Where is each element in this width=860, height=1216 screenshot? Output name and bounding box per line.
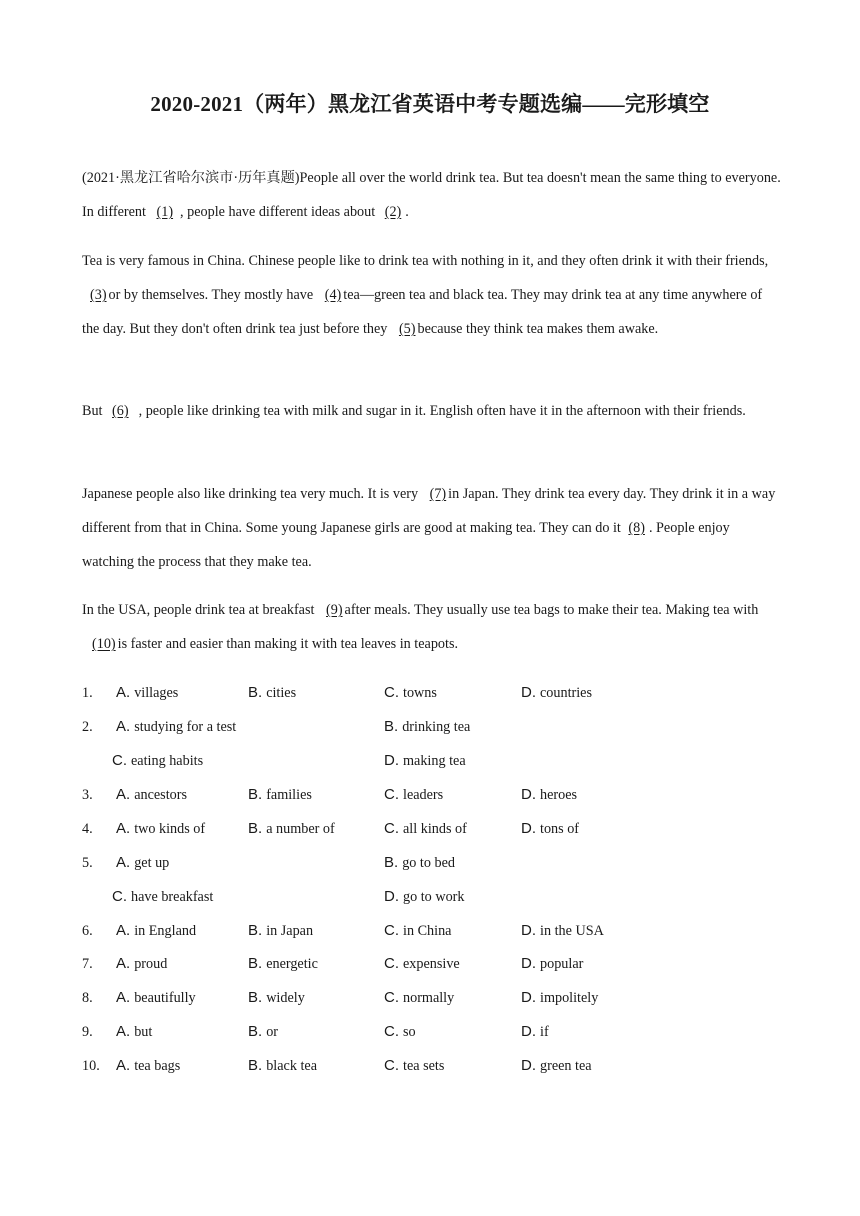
passage-paragraph-1 bbox=[82, 161, 782, 229]
blank-5: (5) bbox=[398, 321, 416, 337]
question-number: 2. bbox=[82, 719, 93, 735]
option-b[interactable]: B. a number of bbox=[248, 820, 335, 837]
question-row-3 bbox=[82, 778, 782, 812]
option-c[interactable]: C. in China bbox=[384, 922, 452, 939]
option-d[interactable]: D. green tea bbox=[521, 1057, 592, 1074]
option-d[interactable]: D. go to work bbox=[384, 888, 465, 905]
question-number: 6. bbox=[82, 923, 93, 939]
question-number: 9. bbox=[82, 1024, 93, 1040]
option-d[interactable]: D. popular bbox=[521, 955, 584, 972]
question-number: 3. bbox=[82, 787, 93, 803]
passage-text: Japanese people also like drinking tea very much. It is very bbox=[82, 486, 422, 502]
option-c[interactable]: C. leaders bbox=[384, 786, 444, 803]
question-row-2-cont bbox=[82, 744, 782, 778]
option-c[interactable]: C. have breakfast bbox=[112, 888, 214, 905]
passage-paragraph-2 bbox=[82, 244, 782, 346]
question-row-10 bbox=[82, 1049, 782, 1083]
blank-10: (10) bbox=[92, 636, 116, 652]
option-c[interactable]: C. towns bbox=[384, 684, 437, 701]
option-a[interactable]: A. ancestors bbox=[116, 786, 187, 803]
passage-paragraph-3 bbox=[82, 394, 782, 428]
option-c[interactable]: C. eating habits bbox=[112, 752, 204, 769]
blank-4: (4) bbox=[324, 287, 342, 303]
blank-2: (2) bbox=[384, 204, 402, 220]
option-a[interactable]: A. in England bbox=[116, 922, 197, 939]
option-b[interactable]: B. in Japan bbox=[248, 922, 314, 939]
passage-text: , people have different ideas about bbox=[180, 204, 379, 220]
blank-7: (7) bbox=[429, 486, 447, 502]
question-row-4 bbox=[82, 812, 782, 846]
option-b[interactable]: B. widely bbox=[248, 989, 305, 1006]
passage-paragraph-4 bbox=[82, 477, 782, 579]
option-a[interactable]: A. beautifully bbox=[116, 989, 196, 1006]
passage-text: in Japan. They drink tea every day. They drink it in a way different from that in China. Some young Japanese girls are good at making tea. They can do it bbox=[82, 486, 776, 536]
option-a[interactable]: A. get up bbox=[116, 854, 170, 871]
option-d[interactable]: D. making tea bbox=[384, 752, 466, 769]
question-row-2 bbox=[82, 710, 782, 744]
question-row-9 bbox=[82, 1015, 782, 1049]
option-b[interactable]: B. or bbox=[248, 1023, 279, 1040]
passage-text: or by themselves. They mostly have bbox=[108, 287, 317, 303]
passage-text: , people like drinking tea with milk and sugar in it. English often have it in the afternoon with their friends. bbox=[138, 403, 746, 419]
blank-9: (9) bbox=[326, 602, 343, 618]
option-c[interactable]: C. so bbox=[384, 1023, 416, 1040]
option-b[interactable]: B. families bbox=[248, 786, 312, 803]
passage-text: is faster and easier than making it with tea leaves in teapots. bbox=[117, 636, 459, 652]
option-a[interactable]: A. tea bags bbox=[116, 1057, 181, 1074]
option-a[interactable]: A. proud bbox=[116, 955, 168, 972]
passage-text: because they think tea makes them awake. bbox=[417, 321, 659, 337]
passage-paragraph-5 bbox=[82, 593, 782, 661]
option-a[interactable]: A. but bbox=[116, 1023, 153, 1040]
option-d[interactable]: D. impolitely bbox=[521, 989, 599, 1006]
question-row-8 bbox=[82, 981, 782, 1015]
option-b[interactable]: B. drinking tea bbox=[384, 718, 471, 735]
page-title: 2020-2021（两年）黑龙江省英语中考专题选编——完形填空 bbox=[150, 92, 710, 116]
passage-text: tea—green tea and black tea. They may drink tea at any time anywhere of the day. But they don't often drink tea just before they bbox=[82, 287, 763, 337]
source-tag: (2021·黑龙江省哈尔滨市·历年真题) bbox=[82, 170, 300, 186]
blank-8: (8) bbox=[628, 520, 645, 536]
passage-text: . bbox=[405, 204, 409, 220]
passage-text: But bbox=[82, 403, 107, 419]
option-d[interactable]: D. heroes bbox=[521, 786, 578, 803]
option-a[interactable]: A. studying for a test bbox=[116, 718, 237, 735]
question-number: 5. bbox=[82, 855, 93, 871]
passage-text: In the USA, people drink tea at breakfast bbox=[82, 602, 318, 618]
question-row-5-cont bbox=[82, 880, 782, 914]
question-number: 1. bbox=[82, 685, 93, 701]
option-c[interactable]: C. normally bbox=[384, 989, 455, 1006]
option-b[interactable]: B. black tea bbox=[248, 1057, 317, 1074]
passage-text: . People enjoy watching the process that they make tea. bbox=[82, 520, 730, 570]
option-a[interactable]: A. villages bbox=[116, 684, 179, 701]
option-d[interactable]: D. countries bbox=[521, 684, 593, 701]
blank-1: (1) bbox=[156, 204, 174, 220]
option-d[interactable]: D. tons of bbox=[521, 820, 580, 837]
passage-text: People all over the world drink tea. But tea doesn't mean the same thing to everyone. In different bbox=[82, 170, 781, 220]
blank-3: (3) bbox=[90, 287, 107, 303]
question-row-6 bbox=[82, 914, 782, 948]
question-number: 8. bbox=[82, 990, 93, 1006]
option-d[interactable]: D. in the USA bbox=[521, 922, 604, 939]
option-a[interactable]: A. two kinds of bbox=[116, 820, 206, 837]
passage-text: after meals. They usually use tea bags to make their tea. Making tea with bbox=[344, 602, 759, 618]
option-d[interactable]: D. if bbox=[521, 1023, 549, 1040]
passage-text: Tea is very famous in China. Chinese people like to drink tea with nothing in it, and they often drink it with their friends, bbox=[82, 253, 769, 269]
question-number: 7. bbox=[82, 956, 93, 972]
option-b[interactable]: B. cities bbox=[248, 684, 297, 701]
question-row-5 bbox=[82, 846, 782, 880]
option-c[interactable]: C. all kinds of bbox=[384, 820, 467, 837]
question-number: 10. bbox=[82, 1058, 100, 1074]
option-b[interactable]: B. go to bed bbox=[384, 854, 455, 871]
option-b[interactable]: B. energetic bbox=[248, 955, 318, 972]
question-row-7 bbox=[82, 947, 782, 981]
question-number: 4. bbox=[82, 821, 93, 837]
question-row-1 bbox=[82, 676, 782, 710]
blank-6: (6) bbox=[112, 403, 129, 419]
option-c[interactable]: C. tea sets bbox=[384, 1057, 445, 1074]
option-c[interactable]: C. expensive bbox=[384, 955, 460, 972]
